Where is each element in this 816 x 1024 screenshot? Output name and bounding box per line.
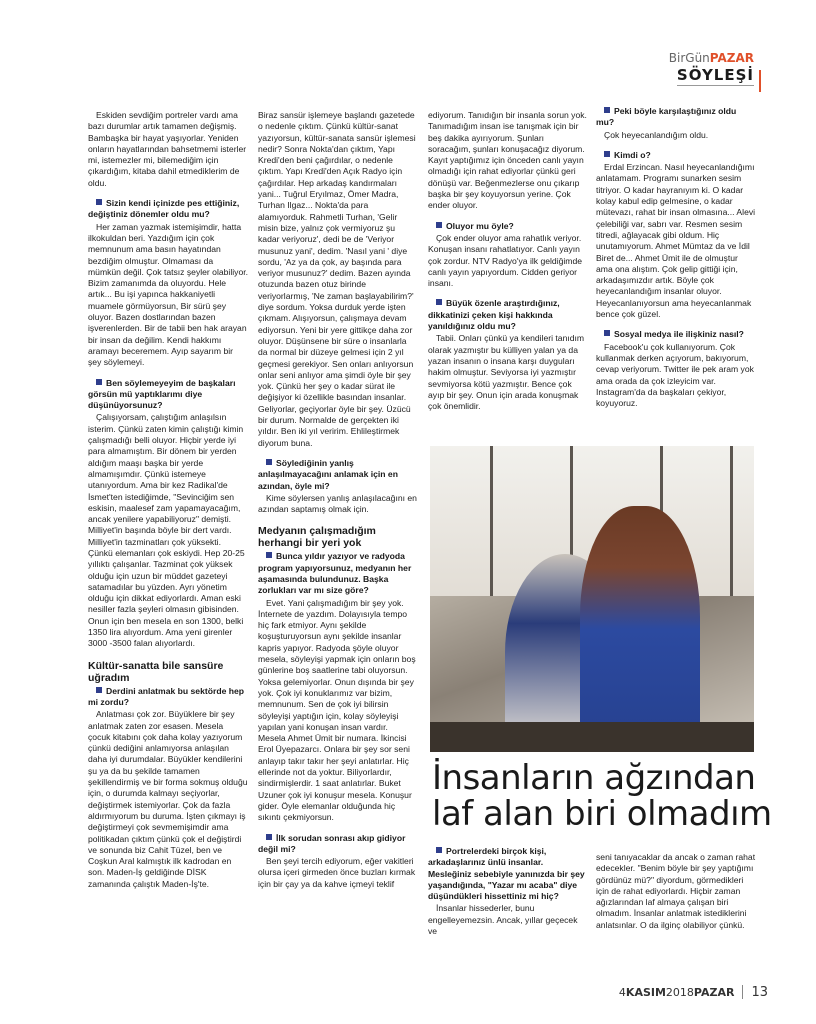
- bottom-column-left: [428, 846, 588, 937]
- paragraph: Eskiden sevdiğim portreler vardı ama bazı durumlar artık tamamen değişmiş. Bambaşka bir hayat yaşıyorlar. Yeniden onların hayatlarından bahsetmemi isterler mi, istemezler mi, bilemediğim için çıkardığım, kitaba dahil etmediklerim de oldu.: [88, 110, 247, 188]
- answer: Çalışıyorsam, çalıştığım anlaşılsın isterim. Çünkü zaten kimin çalıştığı kimin çalışmadığı belli oluyor. Hiçbir yerde iyi para almamıştım. Bir dönem bir yerden aldığım maaşı başka bir yerde almamışımdır. Çünkü istemeye utanıyordum. Ama bir kez Radikal'de İsmet'ten istediğimde, "Sevinciğim sen eskisin, maalesef zam yapamayacağım, ancak yenilere yapabiliyoruz" demişti. Milliyet'in başında böyle bir dert vardı. Milliyet'in tazminatları çok yüksekti. Çünkü elemanları çok eskiydi. Hep 20-25 yıllıktı çalışanlar. Tazminat çok yüksek olduğu için uzun bir müddet gazeteyi satamadılar bu yüzden. Ayrı yönetim olduğu için dikkat ediyorlardı. Aman eski nesiller fazla şeyleri olmasın gibisinden. Onun için ben mesela en son 1300, belki 1350 lira alıyordum. Ama yeni girenler 3000 -3500 falan alıyorlardı.: [88, 412, 245, 649]
- question: Portrelerdeki birçok kişi, arkadaşlarınız ünlü insanlar. Mesleğiniz sebebiyle yanınızda bir şey yaşandığında, "Yazar mı acaba" diye düşündükleri hissettiniz mi hiç?: [428, 846, 585, 902]
- window-frame: [490, 446, 493, 596]
- subheading: Medyanın çalışmadığım herhangi bir yeri yok: [258, 525, 376, 550]
- window-frame: [730, 446, 733, 596]
- square-bullet-icon: [96, 379, 102, 385]
- answer: Ben şeyi tercih ediyorum, eğer vakitleri olursa içeri girmeden önce buzları kırmak için bir çay ya da kahve içmeyi teklif: [258, 856, 416, 889]
- question: Oluyor mu öyle?: [428, 221, 588, 232]
- column-1: [88, 110, 248, 890]
- square-bullet-icon: [266, 834, 272, 840]
- subheading: Kültür-sanatta bile sansüre uğradım: [88, 659, 224, 684]
- answer: Çok heyecanlandığım oldu.: [604, 129, 709, 140]
- question: Büyük özenle araştırdığınız, dikkatinizi çeken kişi hakkında yanıldığınız oldu mu?: [428, 298, 560, 332]
- column-3: [428, 110, 588, 412]
- answer: İnsanlar hissederler, bunu engelleyemezsin. Ancak, yıllar geçecek ve: [428, 903, 578, 937]
- bottom-column-right: [596, 852, 756, 931]
- page-footer: 4KASIM2018PAZAR 13: [618, 985, 768, 1000]
- square-bullet-icon: [266, 552, 272, 558]
- question: İlk sorudan sonrası akıp gidiyor değil mi?: [258, 832, 406, 854]
- answer: Anlatması çok zor. Büyüklere bir şey anlatmak zaten zor esasen. Mesela çocuk kitabını çok daha kolay yazıyorum çünkü dediğini anlamıyorsa anlaşılan daha iyi durumdalar. Büyükler kendilerini şu ya da bu şekilde tamamen şekillendirmiş ve bir forma sokmuş olduğu için, o durumda kalmayı seçiyorlar, değiştirmek istemiyorlar. Çok da fazla aldırmıyorum bu duruma. İşten çıkmayı iş değiştirmeyi çok sevmemişimdir ama politikadan çıktım çünkü çok el değiştirdi ve sonunda biz Cahit Tüzel, ben ve Coşkun Aral kalmıştık ilk kadrodan en son. Maden-İş geldiğinde DİSK zamanında çalıştık Maden-İş'te.: [88, 709, 248, 889]
- question: Peki böyle karşılaştığınız oldu mu?: [596, 106, 737, 128]
- table-foreground: [430, 722, 754, 752]
- question: Sizin kendi içinizde pes ettiğiniz, değiştiniz dönemler oldu mu?: [88, 198, 240, 220]
- square-bullet-icon: [266, 459, 272, 465]
- answer: Erdal Erzincan. Nasıl heyecanlandığımı anlatamam. Programı sunarken sesim titriyor. O kadar hayranıyım ki. O kadar kolay kabul edip gelmesine, o kadar mütevazı, rahat bir insan olmasına... Alevi çelebiliği var, sabrı var. Resmen sesim titredi, ağlayacak gibi oldum. Hiç unutamıyorum. Ahmet Mümtaz da ve İdil Biret de... Ahmet Ümit ile de olmuştur ama ona alıştım. Çok gelip gittiği için, arkadaşımızdır artık. Böyle çok heyecanlandığım insanlar oluyor. Heyecanlanıyorsun ama heyecanlanmak bence çok güzel.: [596, 162, 756, 320]
- column-4: [596, 104, 756, 409]
- person-younger-woman: [580, 506, 700, 752]
- paragraph: seni tanıyacaklar da ancak o zaman rahat edecekler. "Benim böyle bir şey yaptığımı gördünüz mü?" diyordum, görmedikleri için de rahat ediyorlardı. Hiçbir zaman ağızlarından laf almaya çalışan biri olmadım. İnsanlar anlatmak istediklerini anlatsınlar. O da ilginç olabiliyor çünkü.: [596, 852, 756, 930]
- question: Kimdi o?: [596, 150, 756, 161]
- answer: Tabii. Onları çünkü ya kendileri tanıdım olarak yazmıştır bu külliyen yalan ya da yazan insanın o insana karşı duyguları hakim olmuştur. Seviyorsa iyi yazmıştır sevmiyorsa kötü yazmıştır. Bence çok ayıp bir şey. Onun için arada konuşmak çok önemlidir.: [428, 333, 585, 412]
- pull-quote-headline: İnsanların ağzından laf alan biri olmadım: [432, 758, 772, 834]
- question: Derdini anlatmak bu sektörde hep mi zordu?: [88, 685, 245, 707]
- interview-photo: [430, 446, 754, 752]
- square-bullet-icon: [96, 199, 102, 205]
- answer: Her zaman yazmak istemişimdir, hatta ilkokuldan beri. Yazdığım için çok memnunum ama basın hayatından bezdiğim olmuştur. Olmaması da mümkün değil. Çok tatsız şeyler olabiliyor. Bizim zamanımda da oluyordu. Hele artık... Bu işi yapınca hakkaniyetli muamele görmüyorsun, Bir sürü şey oluyor. Bazen dostlarından bazen işverenlerden. Bir de tabii ben hak arayan bir insan da değilim. Kendi hakkımı aramayı beceremem. Ayıp sayarım bir şey söylemeyi.: [88, 221, 249, 368]
- square-bullet-icon: [436, 847, 442, 853]
- square-bullet-icon: [604, 107, 610, 113]
- answer: Evet. Yani çalışmadığım bir şey yok. İnternete de yazdım. Dolayısıyla tempo hiç fark etmiyor. Aynı şekilde koşuşturuyorsun aynı şekilde insanlar kapris yapıyor. Radyoda şöyle oluyor mesela, söyleyişi yapmak için onların boş günlerine boş saatlerine tabi oluyorsun. Yoksa gelemiyorlar. Onun dışında bir şey yok. Çok iyi konuklarımız var bizim, memnunum. Sen de çok iyi bilirsin söyleyişi yaptığın için, kolay söyleyişi yapılan yani konuşan insan vardır. Mesela Ahmet Ümit bir numara. İkincisi Erol Üyepazarcı. Onlara bir şey sor seni anlayıp takır takır her şeyi anlatırlar. Hiç ellerinde not da yoktur. Biliyorlardır, sindirmişlerdir. 1 saat anlatırlar. Buket Uzuner çok iyi konuşur mesela. Konuşur gider. Öyle elemanlar olduğunda hiç sıkıntı çekmiyorsun.: [258, 597, 416, 823]
- square-bullet-icon: [436, 222, 442, 228]
- footer-divider: [742, 985, 743, 999]
- answer: Çok ender oluyor ama rahatlık veriyor. Konuşan insanı rahatlatıyor. Canlı yayın çok zordur. NTV Radyo'ya ilk geldiğimde canlı yayın yapıyordum. Cidden geriyor insanı.: [428, 232, 583, 289]
- section-label: SÖYLEŞİ: [676, 66, 754, 84]
- section-accent-bar: [759, 70, 761, 92]
- answer: Kime söylersen yanlış anlaşılacağını en azından saptamış olmak için.: [258, 492, 417, 515]
- paragraph: Biraz sansür işlemeye başlandı gazetede o nedenle çıktım. Çünkü kültür-sanat yazıyorsun, kültür-sanata sansür işlemesi nedir? Sonra Nokta'dan çıktım, Yapı Kredi'den beni çağırdılar, o nedenle çıktım. Yapı Kredi'den Açık Radyo için çağırdılar. Hep arkadaş kandırmaları yani... Tuğrul Eryılmaz, Ömer Madra, Turhan Ilgaz... Nokta'da para alamıyorduk. Rahmetli Turhan, 'Gelir misin bize, yalnız çok vermiyoruz şu kadar veriyoruz', dedi be de 'Veriyor musunuz yani', dedim. 'Nasıl yani ' diye sordu, 'Az ya da çok, ay başında para veriyor musunuz?' dedim. Bazen ayında otuzunda bazen otuz birinde veriyorlarmış, 'Ne zaman başlayabilirim?' diye sordum. Yoksa durduk yerde işten çıkmam. Alışıyorsun, çalışmaya devam ediyorsun. Yeni bir yere gittikçe daha zor oluyor. Düşünsene bir süre o insanlarla da normal bir düzeye gelmesi için 2 yıl geçmesi gerekiyor. Sen onları anlıyorsun onlar seni anlıyor ama şimdi öyle bir şey yok. Çünkü her şey o kadar sürat ile değişiyor ki özellikle basından insanlar. Geliyorlar, geçiyorlar öyle bir şey. Üzücü bir durum. Normalde de gerçekten iki yıldır. Ben iki yıl veririm. Ehlileştirmek diyorum buna.: [258, 110, 416, 448]
- page-number: 13: [751, 985, 768, 1000]
- square-bullet-icon: [604, 330, 610, 336]
- column-2: [258, 110, 418, 890]
- question: Bunca yıldır yazıyor ve radyoda program yapıyorsunuz, medyanın her aşamasında bulundunuz. Başka zorlukları var mı size göre?: [258, 551, 412, 596]
- paragraph: ediyorum. Tanıdığın bir insanla sorun yok. Tanımadığım insan ise tanışmak için bir beş dakika ayırıyorum. Şunları soracağım, şunları konuşacağız diyorum. Kayıt yaptığımız için önceden canlı yayın olmadığı için rahat ediyorlar çünkü geri dönüşü var. Beğenmezlerse onu çıkarıp başka bir şey koyuyorsun yerine. Çok ender oluyor.: [428, 110, 587, 211]
- answer: Facebook'u çok kullanıyorum. Çok kullanmak derken açıyorum, bakıyorum, cevap veriyorum. Twitter ile pek aram yok ama orada da çok izleyicim var. Instagram'da da başkaları çekiyor, koyuyoruz.: [596, 341, 754, 409]
- square-bullet-icon: [436, 299, 442, 305]
- question: Söylediğinin yanlış anlaşılmayacağını anlamak için en azından, öyle mi?: [258, 457, 398, 491]
- square-bullet-icon: [96, 687, 102, 693]
- brand-logo: BirGünPAZAR: [668, 51, 754, 65]
- question: Sosyal medya ile ilişkiniz nasıl?: [596, 329, 756, 340]
- square-bullet-icon: [604, 151, 610, 157]
- question: Ben söylemeyeyim de başkaları görsün mü yaptıklarımı diye düşünüyorsunuz?: [88, 377, 236, 411]
